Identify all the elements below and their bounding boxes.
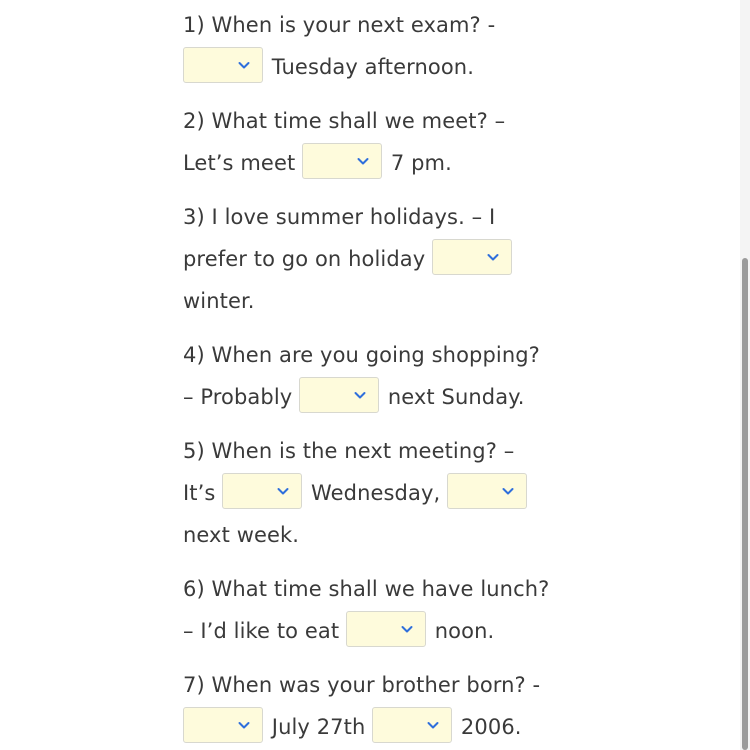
question-text: noon. [427, 619, 495, 643]
question-7 [183, 664, 553, 748]
answer-dropdown-6-1[interactable] [346, 611, 426, 647]
chevron-down-icon [400, 622, 414, 636]
chevron-down-icon [426, 718, 440, 732]
question-text: 5) When is the next meeting? – [183, 439, 515, 463]
exercise-list [183, 4, 553, 748]
question-2 [183, 100, 553, 184]
chevron-down-icon [237, 58, 251, 72]
chevron-down-icon [486, 250, 500, 264]
question-text: 1) When is your next exam? - [183, 13, 496, 37]
question-text: 2) What time shall we meet? – [183, 109, 506, 133]
answer-dropdown-7-1[interactable] [183, 707, 263, 743]
question-text: – Probably [183, 385, 300, 409]
question-6 [183, 568, 553, 652]
question-text: Let’s meet [183, 151, 303, 175]
question-text: 3) I love summer holidays. – I [183, 205, 496, 229]
answer-dropdown-1-1[interactable] [183, 47, 263, 83]
question-text: winter. [183, 289, 255, 313]
chevron-down-icon [237, 718, 251, 732]
question-text: 2006. [454, 715, 522, 739]
scrollbar-thumb[interactable] [742, 258, 748, 750]
answer-dropdown-7-2[interactable] [372, 707, 452, 743]
question-text: – I’d like to eat [183, 619, 346, 643]
question-3 [183, 196, 553, 322]
answer-dropdown-5-2[interactable] [447, 473, 527, 509]
question-text: July 27th [265, 715, 373, 739]
question-text: 6) What time shall we have lunch? [183, 577, 550, 601]
question-5 [183, 430, 553, 556]
question-text: It’s [183, 481, 223, 505]
chevron-down-icon [356, 154, 370, 168]
question-text: 4) When are you going shopping? [183, 343, 540, 367]
answer-dropdown-4-1[interactable] [299, 377, 379, 413]
question-text: prefer to go on holiday [183, 247, 433, 271]
question-text: 7) When was your brother born? - [183, 673, 541, 697]
question-text: next week. [183, 523, 300, 547]
question-text: Wednesday, [304, 481, 448, 505]
question-text: Tuesday afternoon. [265, 55, 474, 79]
question-text: 7 pm. [384, 151, 452, 175]
chevron-down-icon [276, 484, 290, 498]
answer-dropdown-2-1[interactable] [302, 143, 382, 179]
chevron-down-icon [353, 388, 367, 402]
chevron-down-icon [501, 484, 515, 498]
question-1 [183, 4, 553, 88]
scrollbar-track[interactable] [740, 0, 750, 750]
answer-dropdown-5-1[interactable] [222, 473, 302, 509]
answer-dropdown-3-1[interactable] [432, 239, 512, 275]
question-text: next Sunday. [381, 385, 525, 409]
question-4 [183, 334, 553, 418]
